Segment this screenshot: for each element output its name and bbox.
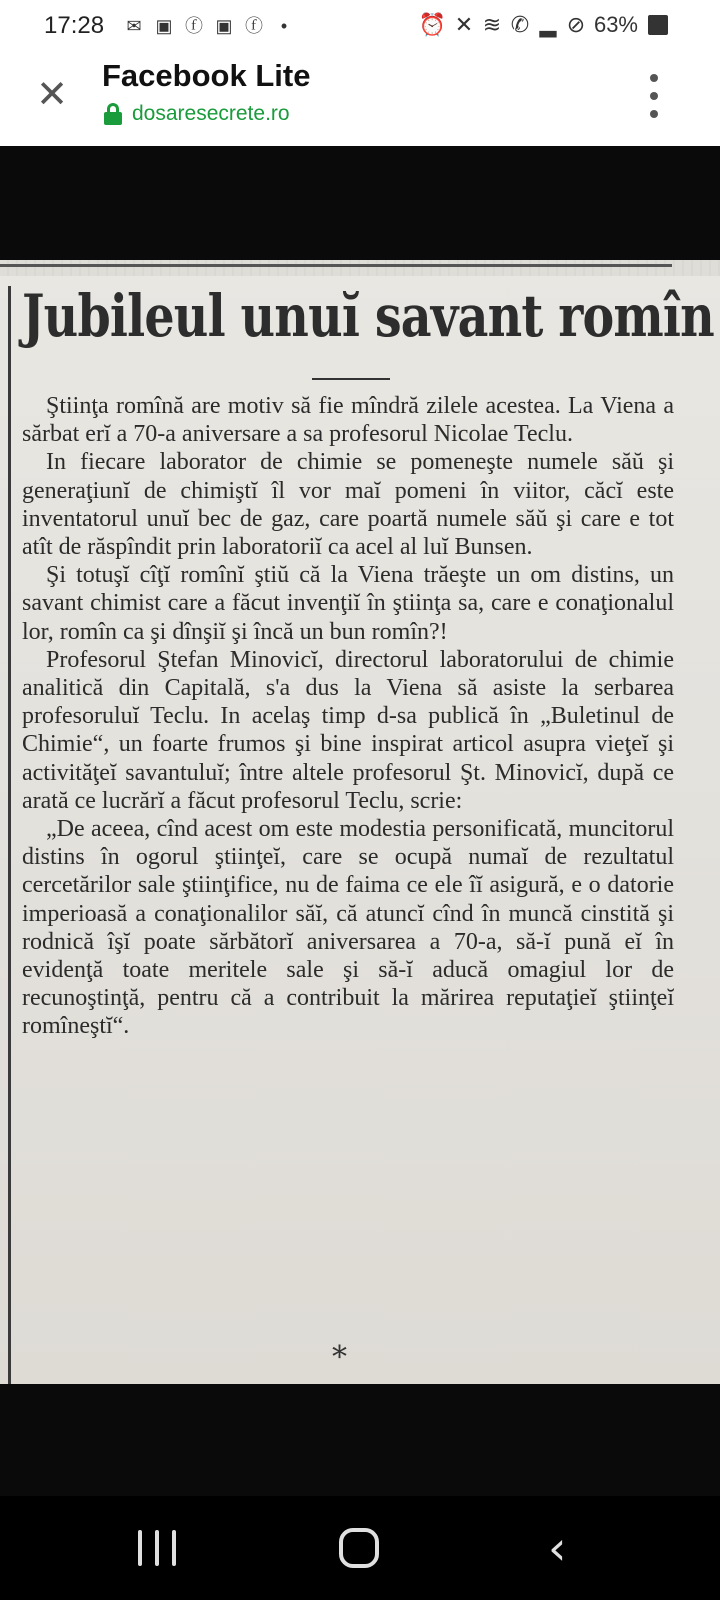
url-row[interactable] [104,102,290,126]
clipping-rule [0,264,672,267]
recents-icon [138,1530,142,1566]
battery-icon [648,15,668,35]
column-rule [8,286,11,1384]
status-time: 17:28 [44,12,105,39]
recents-button[interactable] [138,1530,176,1566]
separator-asterisk: * [332,1340,347,1375]
menu-dot-icon [650,74,658,82]
facebook-news-icon: ▣ [155,16,173,36]
recents-icon [172,1530,176,1566]
headline-divider [312,378,390,380]
article-paragraph: Ştiinţa romînă are motiv să fie mîndră zilele acestea. La Viena a sărbat erĭ a 70-a aniversare a sa profesorul Nicolae Teclu. [22,393,674,448]
top-area [0,0,720,146]
facebook-icon: ⓕ [185,16,203,36]
article-paragraph: „De aceea, cînd acest om este modestia personificată, muncitorul distins în ogorul ştiinţeĭ, care se ocupă numaĭ de rezultatul cercetărilor sale ştiinţifice, nu de faima ce ele îĭ asigură, e o datorie imperioasă a conaţionalilor săĭ, că atuncĭ cînd în muncă cinstită şi rodnică îşĭ poate sărbătorĭ aniversarea a 70-a, să-ĭ pună eĭ în evidenţă toate meritele sale şi să-ĭ aducă omagiul lor de recunoştinţă, pentru că a contribuit la mărirea reputaţieĭ ştiinţeĭ romîneştĭ“. [22,816,674,1040]
image-viewer[interactable] [0,146,720,1496]
article-paragraph: In fiecare laborator de chimie se pomeneşte numele săŭ şi generaţiunĭ de chimiştĭ îl vor maĭ pomeni în viitor, căcĭ este inventatorul unuĭ bec de gaz, care poartă numele săŭ şi care e tot atît de răspîndit prin laboratoriĭ ca acel al luĭ Bunsen. [22,449,674,561]
dnd-icon: ⊘ [566,12,586,37]
signal-icon: ▂ [539,12,557,37]
article-paragraph: Profesorul Ştefan Minovicĭ, directorul laboratorului de chimie analitică din Capitală, s'a dus la Viena să asiste la serbarea profesoruluĭ Teclu. In acelaş timp d-sa publică în „Buletinul de Chimie“, un foarte frumos şi bine inspirat articol asupra vieţeĭ şi activităţeĭ savantuluĭ; între altele profesorul Şt. Minovicĭ, după ce arată ce lucrărĭ a făcut profesorul Teclu, scrie: [22,646,674,814]
page-title: Facebook Lite [102,58,311,93]
menu-dot-icon [650,92,658,100]
system-icons [419,12,668,38]
close-button[interactable]: ✕ [36,72,68,116]
article-paragraph: Şi totuşĭ cîţĭ romînĭ ştiŭ că la Viena trăeşte un om distins, un savant chimist care a făcut invenţiĭ în ştiinţa sa, care e conaţionalul lor, romîn ca şi dînşiĭ şi încă un bun romîn?! [22,562,674,645]
lock-icon [104,103,122,125]
facebook-icon: ⓕ [245,16,263,36]
facebook-news-icon: ▣ [215,16,233,36]
article-body [22,392,674,1041]
url-text[interactable]: dosaresecrete.ro [132,102,290,125]
article-headline: Jubileul unuĭ savant romîn [22,282,714,350]
mute-icon: ✕ [454,12,474,37]
home-button[interactable] [339,1528,379,1568]
wifi-icon: ≋ [482,12,502,37]
alarm-icon: ⏰ [418,12,446,37]
back-button[interactable]: ‹ [548,1521,567,1575]
status-bar [0,0,720,52]
more-dot-icon: • [280,16,288,36]
recents-icon [155,1530,159,1566]
newspaper-clipping [0,260,720,1384]
more-options-button[interactable] [644,74,664,118]
battery-level: 63% [593,12,638,37]
navigation-bar [0,1496,720,1600]
browser-header [0,52,720,146]
wifi-calling-icon: ✆ [510,12,530,37]
notification-icons [122,14,296,38]
clipping-top-edge [0,260,720,276]
menu-dot-icon [650,110,658,118]
messenger-icon: ✉ [126,16,142,36]
